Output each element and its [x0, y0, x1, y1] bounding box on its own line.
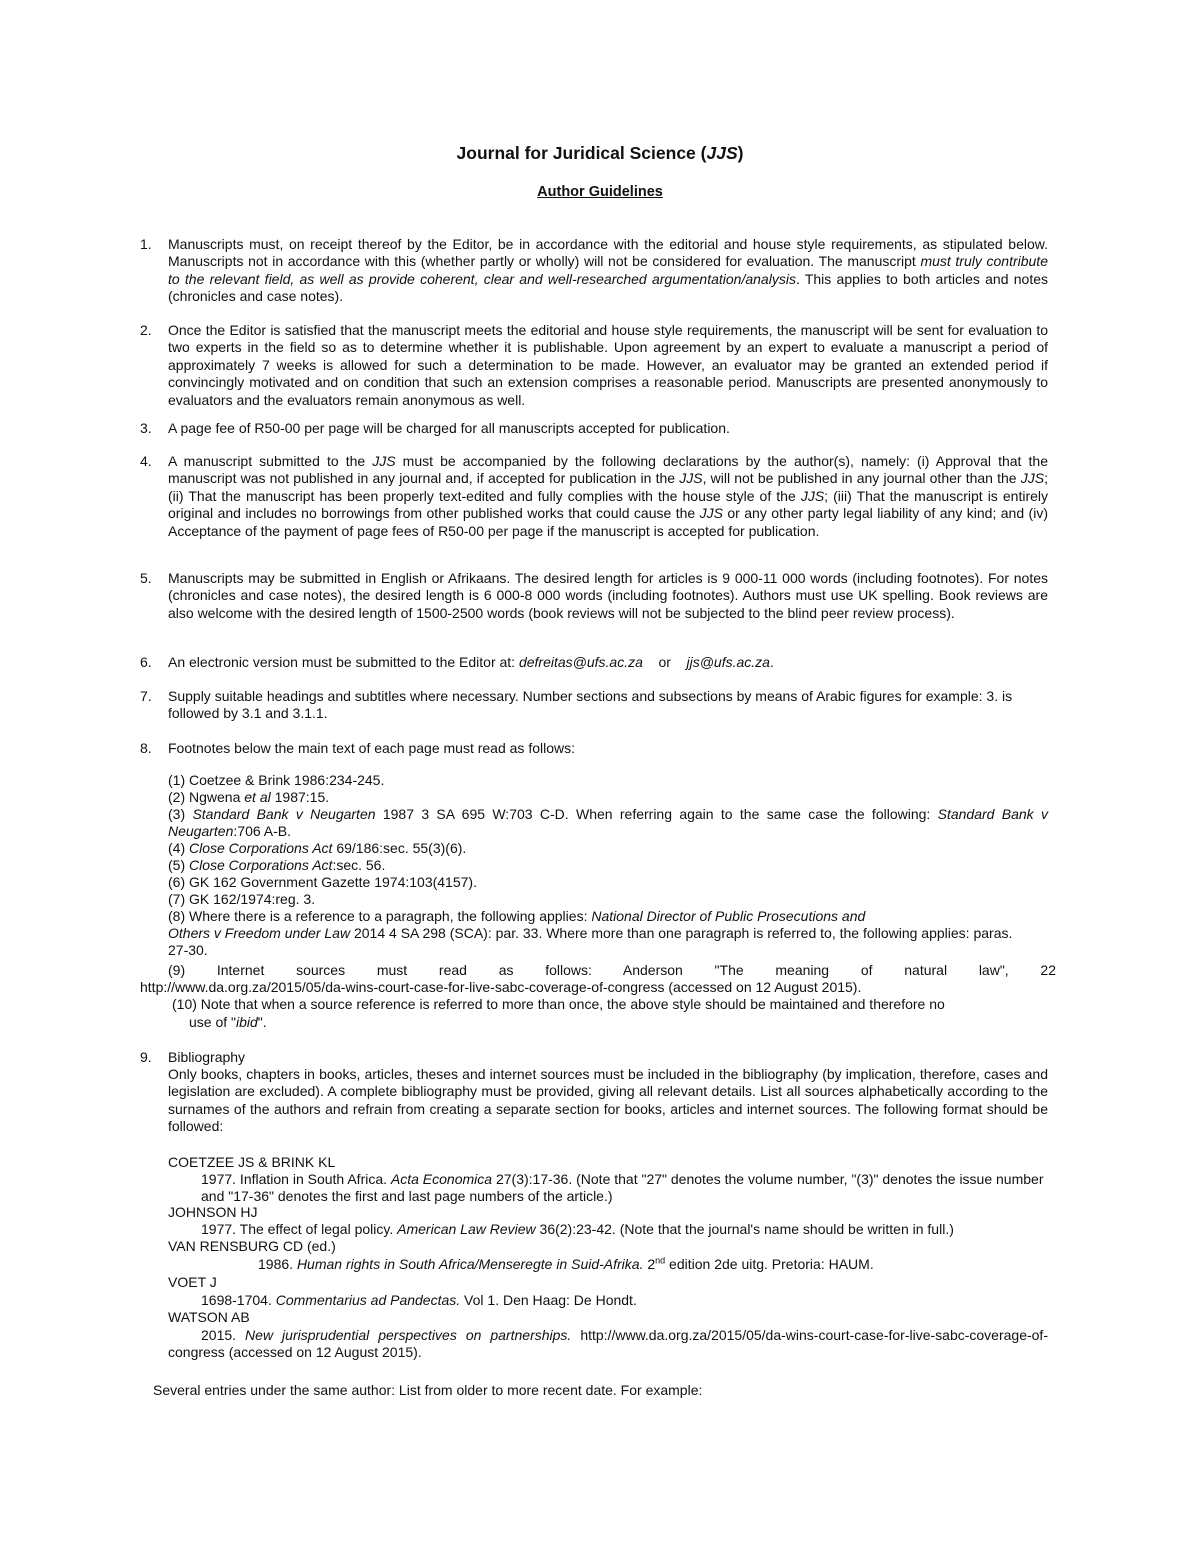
page-subtitle: Author Guidelines: [537, 184, 663, 200]
footnote-example-8-line-1: (8) Where there is a reference to a paragraph, the following applies: National Director of Public Prosecutions and: [168, 908, 866, 924]
item-text: Supply suitable headings and subtitles where necessary. Number sections and subsections by means of Arabic figures for example: 3. is followed by 3.1 and 3.1.1.: [168, 688, 1013, 722]
item-number: 5.: [140, 570, 152, 586]
footnote-example-7: (7) GK 162/1974:reg. 3.: [168, 891, 316, 907]
bib-entry-van-rensburg: 1986. Human rights in South Africa/Menseregte in Suid-Afrika. 2nd edition 2de uitg. Pretoria: HAUM.: [258, 1255, 874, 1272]
footnote-example-4: (4) Close Corporations Act 69/186:sec. 55(3)(6).: [168, 840, 467, 856]
item-number: 1.: [140, 236, 152, 252]
footnote-example-10-line-1: (10) Note that when a source reference is referred to more than once, the above style should be maintained and therefore no: [172, 996, 945, 1012]
bib-author-voet: VOET J: [168, 1274, 217, 1290]
footnote-example-2: (2) Ngwena et al 1987:15.: [168, 789, 330, 805]
footnote-example-8-line-2: Others v Freedom under Law 2014 4 SA 298 (SCA): par. 33. Where more than one paragraph is referred to, the following applies: paras. 27-30.: [168, 925, 1013, 959]
footnote-example-10-line-2: use of "ibid".: [189, 1014, 267, 1030]
item-number: 6.: [140, 654, 152, 670]
bib-author-van-rensburg: VAN RENSBURG CD (ed.): [168, 1238, 336, 1254]
footnote-example-3: (3) Standard Bank v Neugarten 1987 3 SA 695 W:703 C-D. When referring again to the same case the following: Standard Bank v Neugarten:706 A-B.: [168, 806, 1049, 840]
item-text: A manuscript submitted to the JJS must be accompanied by the following declarations by the author(s), namely: (i) Approval that the manuscript was not published in any journal and, if accepted for publication in the JJS, will not be published in any journal other than the JJS; (ii) That the manuscript has been properly text-edited and fully complies with the house style of the JJS; (iii) That the manuscript is entirely original and includes no borrowings from other published works that could cause the JJS or any other party legal liability of any kind; and (iv) Acceptance of the payment of page fees of R50-00 per page if the manuscript is accepted for publication.: [168, 453, 1048, 539]
journal-abbreviation: JJS: [706, 143, 738, 163]
bibliography-heading: Bibliography: [168, 1049, 246, 1065]
item-text: Once the Editor is satisfied that the manuscript meets the editorial and house style requirements, the manuscript will be sent for evaluation to two experts in the field so as to determine whether it is publishable. Upon agreement by an expert to evaluate a manuscript a period of approximately 7 weeks is allowed for such a determination to be made. However, an evaluator may be granted an extended period if convincingly motivated and on condition that such an extension comprises a reasonable period. Manuscripts are presented anonymously to evaluators and the evaluators remain anonymous as well.: [168, 322, 1048, 408]
item-number: 2.: [140, 322, 152, 338]
page-title: Journal for Juridical Science (JJS): [456, 143, 744, 163]
item-text: Manuscripts may be submitted in English or Afrikaans. The desired length for articles is 9 000-11 000 words (including footnotes). For notes (chronicles and case notes), the desired length is 6 000-8 000 words (including footnotes). Authors must use UK spelling. Book reviews are also welcome with the desired length of 1500-2500 words (book reviews will not be subjected to the blind peer review process).: [168, 570, 1048, 621]
bib-author-coetzee: COETZEE JS & BRINK KL: [168, 1154, 336, 1170]
footnote-example-9-line-1: (9) Internet sources must read as follows: Anderson "The meaning of natural law", 22: [168, 962, 1056, 978]
item-number: 3.: [140, 420, 152, 436]
bib-entry-coetzee: 1977. Inflation in South Africa. Acta Economica 27(3):17-36. (Note that "27" denotes the volume number, "(3)" denotes the issue number and "17-36" denotes the first and last page numbers of the article.): [201, 1171, 1044, 1205]
footnote-example-9-line-2: http://www.da.org.za/2015/05/da-wins-court-case-for-live-sabc-coverage-of-congress (accessed on 12 August 2015).: [140, 979, 862, 995]
bib-entry-voet: 1698-1704. Commentarius ad Pandectas. Vol 1. Den Haag: De Hondt.: [201, 1292, 637, 1308]
bib-entry-johnson: 1977. The effect of legal policy. American Law Review 36(2):23-42. (Note that the journal's name should be written in full.): [201, 1221, 954, 1237]
item-text: Manuscripts must, on receipt thereof by the Editor, be in accordance with the editorial and house style requirements, as stipulated below. Manuscripts not in accordance with this (whether partly or wholly) will not be considered for evaluation. The manuscript must truly contribute to the relevant field, as well as provide coherent, clear and well-researched argumentation/analysis. This applies to both articles and notes (chronicles and case notes).: [168, 236, 1048, 305]
item-number: 8.: [140, 740, 152, 756]
item-text: An electronic version must be submitted to the Editor at: defreitas@ufs.ac.za or jjs@ufs.ac.za.: [168, 654, 774, 670]
bib-author-johnson: JOHNSON HJ: [168, 1204, 258, 1220]
item-number: 7.: [140, 688, 152, 704]
item-text: Only books, chapters in books, articles, theses and internet sources must be included in the bibliography (by implication, therefore, cases and legislation are excluded). A complete bibliography must be provided, giving all relevant details. List all sources alphabetically according to the surnames of the authors and refrain from creating a separate section for books, articles and internet sources. The following format should be followed:: [168, 1066, 1048, 1135]
bibliography-closing-note: Several entries under the same author: List from older to more recent date. For example:: [153, 1382, 703, 1398]
journal-email-link[interactable]: jjs@ufs.ac.za: [686, 654, 770, 670]
footnote-example-5: (5) Close Corporations Act:sec. 56.: [168, 857, 386, 873]
bib-entry-watson: 2015. New jurisprudential perspectives on partnerships. http://www.da.org.za/2015/05/da-wins-court-case-for-live-sabc-coverage-of-congress (accessed on 12 August 2015).: [168, 1327, 1048, 1361]
item-number: 4.: [140, 453, 152, 469]
footnote-example-1: (1) Coetzee & Brink 1986:234-245.: [168, 772, 385, 788]
bib-author-watson: WATSON AB: [168, 1309, 250, 1325]
item-text: A page fee of R50-00 per page will be charged for all manuscripts accepted for publication.: [168, 420, 730, 436]
item-number: 9.: [140, 1049, 152, 1065]
footnote-example-6: (6) GK 162 Government Gazette 1974:103(4157).: [168, 874, 477, 890]
item-text: Footnotes below the main text of each page must read as follows:: [168, 740, 576, 756]
editor-email-link[interactable]: defreitas@ufs.ac.za: [518, 654, 643, 670]
